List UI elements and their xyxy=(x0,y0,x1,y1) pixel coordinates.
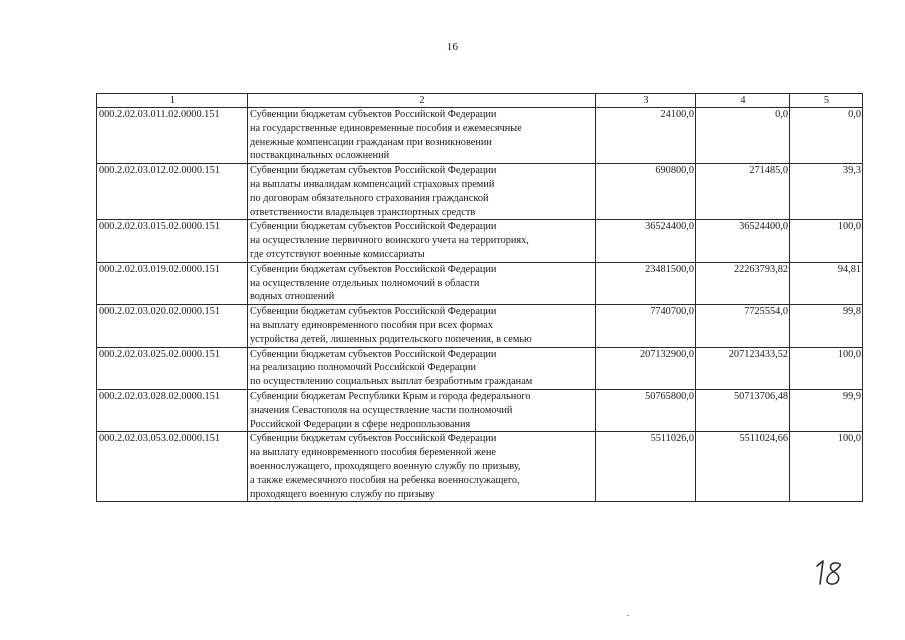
actual-amount: 5511024,66 xyxy=(696,432,790,502)
budget-code: 000.2.02.03.015.02.0000.151 xyxy=(97,220,248,262)
name-line: поствакцинальных осложнений xyxy=(250,150,390,162)
subvention-name xyxy=(248,347,596,389)
table-row xyxy=(97,347,863,389)
name-line: Субвенции бюджетам субъектов Российской Федерации xyxy=(250,433,497,445)
name-line: Российской Федерации в сфере недропользования xyxy=(250,418,471,430)
plan-amount: 207132900,0 xyxy=(596,347,696,389)
subvention-name xyxy=(248,262,596,304)
subvention-name xyxy=(248,389,596,431)
name-line: на осуществление первичного воинского учета на территориях, xyxy=(250,235,529,247)
budget-code: 000.2.02.03.053.02.0000.151 xyxy=(97,432,248,502)
name-line: Субвенции бюджетам Республики Крым и города федерального xyxy=(250,390,531,402)
plan-amount: 690800,0 xyxy=(596,164,696,220)
subvention-name xyxy=(248,432,596,502)
scan-speck xyxy=(627,615,629,616)
header-col-4: 4 xyxy=(696,94,790,108)
name-line: на выплату единовременного пособия беременной жене xyxy=(250,447,496,459)
name-line: устройства детей, лишенных родительского попечения, в семью xyxy=(250,333,532,345)
budget-code: 000.2.02.03.011.02.0000.151 xyxy=(97,108,248,164)
plan-amount: 5511026,0 xyxy=(596,432,696,502)
table-row xyxy=(97,432,863,502)
column-number-header-row xyxy=(97,94,863,108)
name-line: Субвенции бюджетам субъектов Российской Федерации xyxy=(250,109,497,120)
name-line: на выплату единовременного пособия при всех формах xyxy=(250,319,493,331)
table-row xyxy=(97,262,863,304)
table-row xyxy=(97,220,863,262)
handwritten-sheet-number xyxy=(812,558,848,588)
budget-code: 000.2.02.03.028.02.0000.151 xyxy=(97,389,248,431)
plan-amount: 50765800,0 xyxy=(596,389,696,431)
name-line: на выплаты инвалидам компенсаций страховых премий xyxy=(250,178,495,190)
actual-amount: 7725554,0 xyxy=(696,305,790,347)
execution-percent: 100,0 xyxy=(790,432,863,502)
name-line: на государственные единовременные пособия и ежемесячные xyxy=(250,122,522,134)
name-line: военнослужащего, проходящего военную службу по призыву, xyxy=(250,460,521,472)
table-row xyxy=(97,305,863,347)
plan-amount: 36524400,0 xyxy=(596,220,696,262)
execution-percent: 94,81 xyxy=(790,262,863,304)
name-line: а также ежемесячного пособия на ребенка военнослужащего, xyxy=(250,474,520,486)
subvention-name xyxy=(248,305,596,347)
budget-code: 000.2.02.03.012.02.0000.151 xyxy=(97,164,248,220)
budget-code: 000.2.02.03.020.02.0000.151 xyxy=(97,305,248,347)
name-line: Субвенции бюджетам субъектов Российской Федерации xyxy=(250,221,497,233)
actual-amount: 22263793,82 xyxy=(696,262,790,304)
actual-amount: 36524400,0 xyxy=(696,220,790,262)
budget-code: 000.2.02.03.019.02.0000.151 xyxy=(97,262,248,304)
page-number: 16 xyxy=(446,41,459,53)
table-row xyxy=(97,108,863,164)
table-row xyxy=(97,164,863,220)
name-line: по осуществлению социальных выплат безработным гражданам xyxy=(250,376,533,388)
name-line: на реализацию полномочий Российской Федерации xyxy=(250,362,476,374)
budget-code: 000.2.02.03.025.02.0000.151 xyxy=(97,347,248,389)
name-line: Субвенции бюджетам субъектов Российской Федерации xyxy=(250,263,497,275)
header-col-1: 1 xyxy=(97,94,248,108)
subventions-table xyxy=(96,93,863,502)
execution-percent: 0,0 xyxy=(790,108,863,164)
name-line: на осуществление отдельных полномочий в области xyxy=(250,277,480,289)
name-line: по договорам обязательного страхования гражданской xyxy=(250,192,489,204)
execution-percent: 99,9 xyxy=(790,389,863,431)
execution-percent: 100,0 xyxy=(790,347,863,389)
actual-amount: 50713706,48 xyxy=(696,389,790,431)
header-col-5: 5 xyxy=(790,94,863,108)
execution-percent: 99,8 xyxy=(790,305,863,347)
header-col-3: 3 xyxy=(596,94,696,108)
actual-amount: 271485,0 xyxy=(696,164,790,220)
actual-amount: 207123433,52 xyxy=(696,347,790,389)
execution-percent: 39,3 xyxy=(790,164,863,220)
plan-amount: 23481500,0 xyxy=(596,262,696,304)
execution-percent: 100,0 xyxy=(790,220,863,262)
name-line: Субвенции бюджетам субъектов Российской Федерации xyxy=(250,348,497,360)
name-line: где отсутствуют военные комиссариаты xyxy=(250,248,425,260)
subvention-name xyxy=(248,220,596,262)
subvention-name xyxy=(248,164,596,220)
name-line: ответственности владельцев транспортных средств xyxy=(250,206,476,218)
plan-amount: 7740700,0 xyxy=(596,305,696,347)
table-row xyxy=(97,389,863,431)
plan-amount: 24100,0 xyxy=(596,108,696,164)
name-line: значения Севастополя на осуществление части полномочий xyxy=(250,404,513,416)
header-col-2: 2 xyxy=(248,94,596,108)
actual-amount: 0,0 xyxy=(696,108,790,164)
handwritten-sheet-number-drawing xyxy=(812,558,848,588)
name-line: денежные компенсации гражданам при возникновении xyxy=(250,136,492,148)
name-line: Субвенции бюджетам субъектов Российской Федерации xyxy=(250,165,497,177)
name-line: проходящего военную службу по призыву xyxy=(250,488,435,500)
name-line: водных отношений xyxy=(250,291,335,303)
subvention-name xyxy=(248,108,596,164)
name-line: Субвенции бюджетам субъектов Российской Федерации xyxy=(250,306,497,318)
